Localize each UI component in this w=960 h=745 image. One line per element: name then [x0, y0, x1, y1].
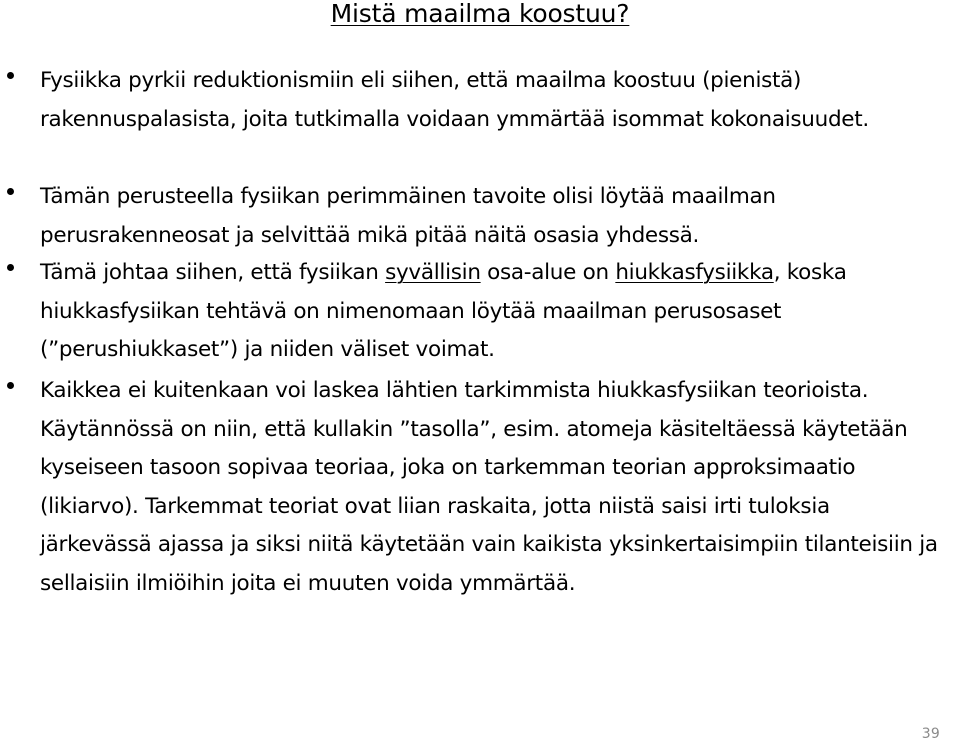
slide-title: Mistä maailma koostuu? [330, 0, 630, 28]
bullet-list [0, 62, 960, 642]
bullet-dot-icon [7, 72, 14, 79]
bullet-text: Kaikkea ei kuitenkaan voi laskea lähtien tarkimmista hiukkasfysiikan teorioista. Käytännössä on niin, että kullakin ”tasolla”, esim. atomeja käsiteltäessä käytetään kyseiseen tasoon sopivaa teoriaa, joka on tarkemman teorian approksimaatio (likiarvo). Tarkemmat teoriat ovat liian raskaita, jotta niistä saisi irti tuloksia järkevässä ajassa ja siksi niitä käytetään vain kaikista yksinkertaisimpiin tilanteisiin ja sellaisiin ilmiöihin joita ei muuten voida ymmärtää. [40, 378, 938, 596]
bullet-text-after: , koska hiukkasfysiikan tehtävä on nimenomaan löytää maailman perusosaset (”perushiukkaset”) ja niiden väliset voimat. [40, 260, 847, 362]
slide-number: 39 [921, 726, 940, 742]
bullet-item-particle-physics [0, 254, 960, 372]
underlined-term-particle-physics: hiukkasfysiikka [615, 260, 774, 285]
bullet-text: Tämän perusteella fysiikan perimmäinen tavoite olisi löytää maailman perusrakenneosat ja selvittää mikä pitää näitä osasia yhdessä. [40, 184, 776, 248]
bullet-text-middle: osa-alue on [480, 260, 616, 285]
bullet-dot-icon [7, 382, 14, 389]
bullet-text: Fysiikka pyrkii reduktionismiin eli siihen, että maailma koostuu (pienistä) rakennuspalasista, joita tutkimalla voidaan ymmärtää isommat kokonaisuudet. [40, 68, 869, 132]
bullet-dot-icon [7, 188, 14, 195]
underlined-term-deepest: syvällisin [385, 260, 481, 285]
bullet-item-approximations [0, 372, 960, 642]
bullet-text-before: Tämä johtaa siihen, että fysiikan [40, 260, 386, 285]
bullet-item-reductionism [0, 62, 960, 178]
bullet-dot-icon [7, 264, 14, 271]
bullet-item-goal [0, 178, 960, 254]
